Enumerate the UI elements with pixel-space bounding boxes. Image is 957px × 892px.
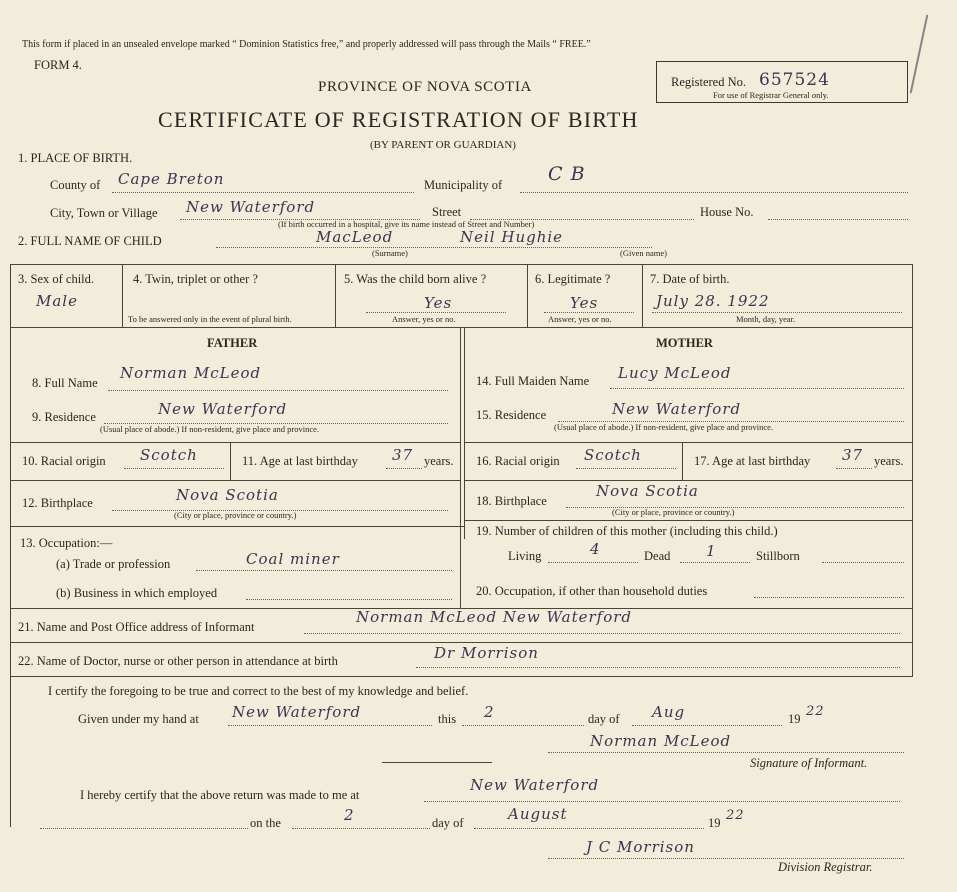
mother-birthplace-note: (City or place, province or country.)	[612, 507, 735, 517]
registrar-only-note: For use of Registrar General only.	[713, 90, 829, 100]
mother-residence-value: New Waterford	[612, 400, 742, 418]
trade-label: (a) Trade or profession	[56, 557, 171, 571]
living-label: Living	[508, 549, 542, 563]
county-label: County of	[50, 178, 101, 192]
county-value: Cape Breton	[118, 170, 225, 188]
father-age-value: 37	[392, 446, 414, 464]
province-heading: PROVINCE OF NOVA SCOTIA	[318, 79, 532, 95]
mother-age-label: 17. Age at last birthday	[694, 454, 811, 468]
father-name-value: Norman McLeod	[120, 364, 262, 382]
registered-number-box	[656, 61, 908, 103]
informant-signature: Norman McLeod	[590, 732, 732, 750]
legitimate-label: 6. Legitimate ?	[535, 272, 611, 286]
pencil-mark	[910, 15, 929, 94]
dead-label: Dead	[644, 549, 671, 563]
father-residence-note: (Usual place of abode.) If non-resident, give place and province.	[100, 424, 320, 434]
sex-value: Male	[36, 292, 78, 310]
father-residence-label: 9. Residence	[32, 410, 96, 424]
day-value: 2	[484, 703, 495, 721]
father-residence-value: New Waterford	[158, 400, 288, 418]
mother-racial-label: 16. Racial origin	[476, 454, 560, 468]
mother-occupation-label: 20. Occupation, if other than household duties	[476, 584, 708, 598]
mother-residence-label: 15. Residence	[476, 408, 547, 422]
return-year-prefix: 19	[708, 816, 721, 830]
mother-name-label: 14. Full Maiden Name	[476, 374, 590, 388]
alive-value: Yes	[424, 294, 453, 312]
this-label: this	[438, 712, 457, 726]
mother-years-label: years.	[874, 454, 904, 468]
given-name-caption: (Given name)	[620, 248, 667, 258]
city-value: New Waterford	[186, 198, 316, 216]
doctor-label: 22. Name of Doctor, nurse or other person in attendance at birth	[18, 654, 338, 668]
on-the-label: on the	[250, 816, 281, 830]
child-surname: MacLeod	[316, 228, 394, 246]
city-label: City, Town or Village	[50, 206, 158, 220]
certificate-title: CERTIFICATE OF REGISTRATION OF BIRTH	[158, 107, 639, 132]
year-value: 22	[806, 704, 825, 719]
business-label: (b) Business in which employed	[56, 586, 218, 600]
legitimate-note: Answer, yes or no.	[548, 314, 612, 324]
mother-name-value: Lucy McLeod	[618, 364, 732, 382]
child-given-name: Neil Hughie	[460, 228, 564, 246]
father-racial-label: 10. Racial origin	[22, 454, 106, 468]
sex-label: 3. Sex of child.	[18, 272, 95, 286]
mother-heading: MOTHER	[656, 336, 713, 350]
registered-label: Registered No.	[671, 75, 746, 89]
house-label: House No.	[700, 205, 754, 219]
month-value: Aug	[652, 703, 686, 721]
place-of-birth-heading: 1. PLACE OF BIRTH.	[18, 151, 133, 165]
doctor-value: Dr Morrison	[434, 644, 539, 662]
municipality-value: C B	[548, 163, 586, 185]
given-place-value: New Waterford	[232, 703, 362, 721]
date-of-birth-value: July 28. 1922	[656, 292, 770, 310]
return-day-of-label: day of	[432, 816, 464, 830]
certificate-subtitle: (BY PARENT OR GUARDIAN)	[370, 139, 516, 151]
return-year-value: 22	[726, 808, 745, 823]
mother-birthplace-label: 18. Birthplace	[476, 494, 547, 508]
legitimate-value: Yes	[570, 294, 599, 312]
form-number: FORM 4.	[34, 58, 82, 72]
registered-number: 657524	[759, 70, 830, 90]
date-of-birth-note: Month, day, year.	[736, 314, 796, 324]
father-birthplace-note: (City or place, province or country.)	[174, 510, 297, 520]
mother-birthplace-value: Nova Scotia	[596, 482, 699, 500]
certify-statement: I certify the foregoing to be true and correct to the best of my knowledge and belief.	[48, 684, 469, 698]
father-birthplace-value: Nova Scotia	[176, 486, 279, 504]
return-place-value: New Waterford	[470, 776, 600, 794]
father-name-label: 8. Full Name	[32, 376, 98, 390]
father-racial-value: Scotch	[140, 446, 198, 464]
occupation-heading: 13. Occupation:—	[20, 536, 113, 550]
informant-value: Norman McLeod New Waterford	[356, 608, 633, 626]
return-month-value: August	[508, 805, 568, 823]
stillborn-label: Stillborn	[756, 549, 800, 563]
street-label: Street	[432, 205, 462, 219]
father-years-label: years.	[424, 454, 454, 468]
registrar-signature: J C Morrison	[586, 838, 695, 856]
mother-residence-note: (Usual place of abode.) If non-resident, give place and province.	[554, 422, 774, 432]
father-age-label: 11. Age at last birthday	[242, 454, 358, 468]
informant-signature-caption: Signature of Informant.	[750, 756, 868, 770]
father-birthplace-label: 12. Birthplace	[22, 496, 93, 510]
child-name-label: 2. FULL NAME OF CHILD	[18, 234, 162, 248]
living-value: 4	[590, 540, 601, 558]
street-note: (If birth occurred in a hospital, give its name instead of Street and Number)	[278, 219, 535, 229]
father-heading: FATHER	[207, 336, 258, 350]
twin-label: 4. Twin, triplet or other ?	[133, 272, 258, 286]
mother-age-value: 37	[842, 446, 864, 464]
return-label: I hereby certify that the above return was made to me at	[80, 788, 360, 802]
registrar-signature-caption: Division Registrar.	[778, 860, 873, 874]
year-prefix: 19	[788, 712, 801, 726]
given-under-label: Given under my hand at	[78, 712, 199, 726]
mail-note: This form if placed in an unsealed envelope marked “ Dominion Statistics free,” and properly addressed will pass through the Mails “ FREE.”	[22, 39, 591, 50]
mother-racial-value: Scotch	[584, 446, 642, 464]
twin-note: To be answered only in the event of plural birth.	[128, 314, 292, 324]
trade-value: Coal miner	[246, 550, 340, 568]
dead-value: 1	[706, 542, 717, 560]
municipality-label: Municipality of	[424, 178, 503, 192]
date-of-birth-label: 7. Date of birth.	[650, 272, 730, 286]
surname-caption: (Surname)	[372, 248, 408, 258]
children-count-label: 19. Number of children of this mother (including this child.)	[476, 524, 778, 538]
return-day-value: 2	[344, 806, 355, 824]
informant-label: 21. Name and Post Office address of Informant	[18, 620, 255, 634]
alive-note: Answer, yes or no.	[392, 314, 456, 324]
alive-label: 5. Was the child born alive ?	[344, 272, 487, 286]
day-of-label: day of	[588, 712, 620, 726]
